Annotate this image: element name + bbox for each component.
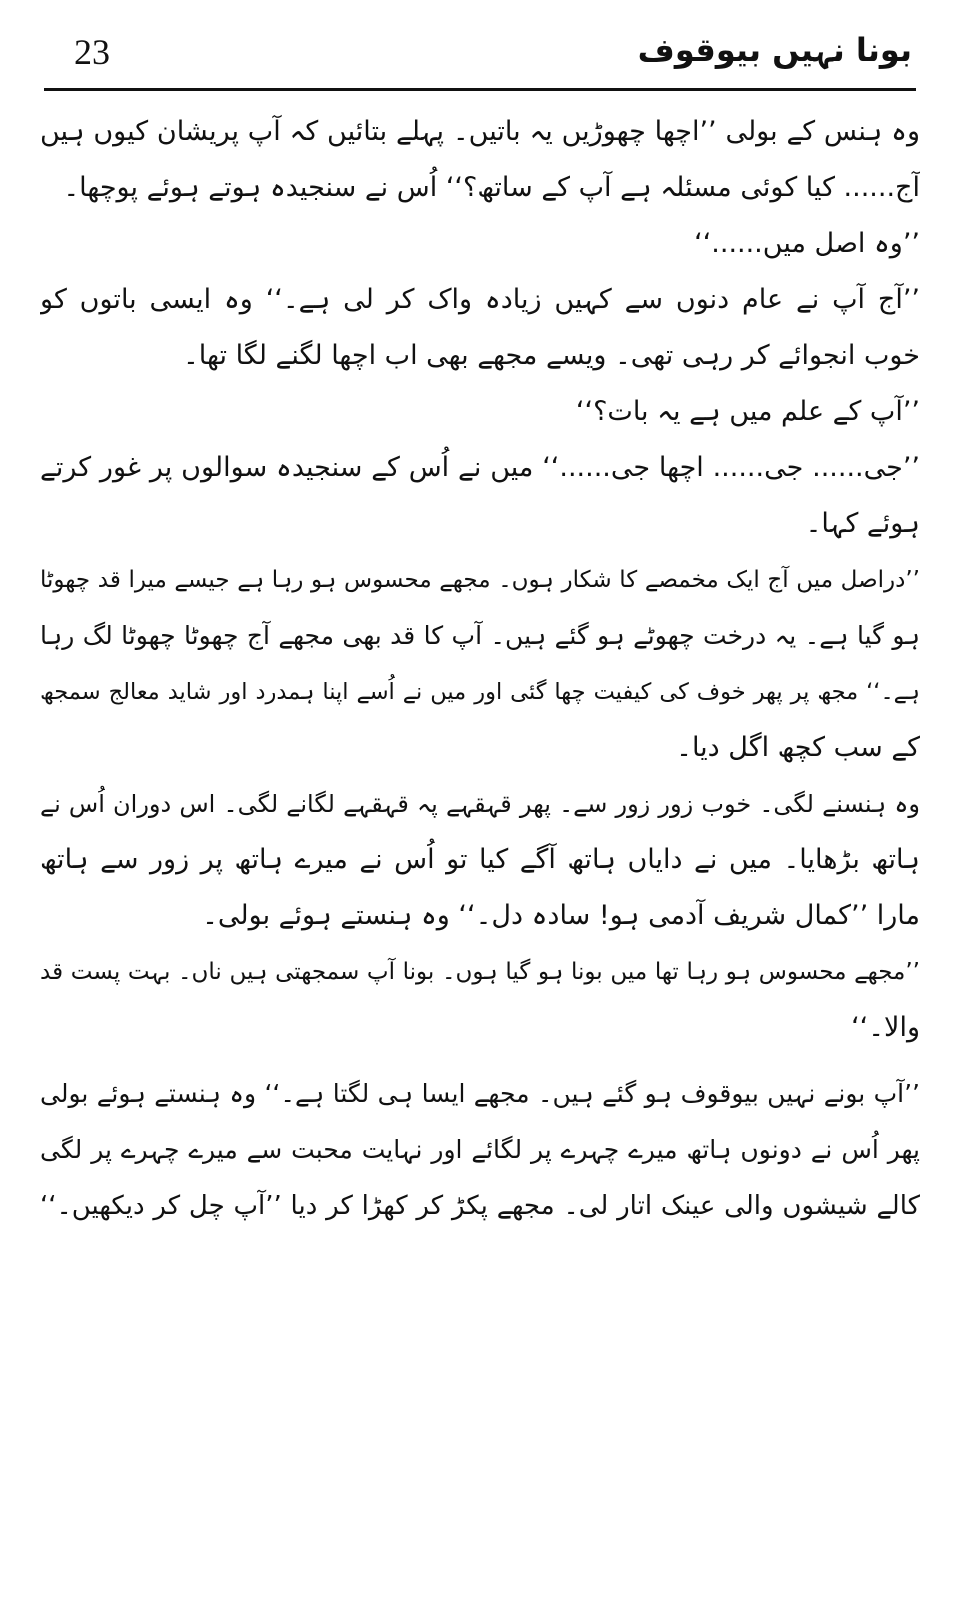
text-line: ’’آپ بونے نہیں بیوقوف ہو گئے ہیں۔ مجھے ایسا ہی لگتا ہے۔‘‘ وہ ہنستے ہوئے بولی [40, 1079, 920, 1108]
text-line: خوب انجوائے کر رہی تھی۔ ویسے مجھے بھی اب اچھا لگنے لگا تھا۔ [182, 340, 920, 371]
page-header [44, 14, 916, 90]
text-line: ہوئے کہا۔ [805, 508, 920, 539]
text-line: والا۔‘‘ [851, 1012, 920, 1043]
text-line: ’’وہ اصل میں......‘‘ [694, 228, 920, 259]
text-line: ’’دراصل میں آج ایک مخمصے کا شکار ہوں۔ مجھے محسوس ہو رہا ہے جیسے میرا قد چھوٹا [40, 567, 920, 593]
text-line: وہ ہنسنے لگی۔ خوب زور زور سے۔ پھر قہقہے پہ قہقہے لگانے لگی۔ اس دوران اُس نے [40, 790, 920, 818]
paragraph-gap [40, 1056, 920, 1066]
text-line: پھر اُس نے دونوں ہاتھ میرے چہرے پر لگائے اور نہایت محبت سے میرے چہرے پر لگی [40, 1135, 920, 1164]
text-line: ’’مجھے محسوس ہو رہا تھا میں بونا ہو گیا ہوں۔ بونا آپ سمجھتی ہیں ناں۔ بہت پست قد [40, 959, 920, 985]
text-line: ’’جی...... جی...... اچھا جی......‘‘ میں نے اُس کے سنجیدہ سوالوں پر غور کرتے [40, 452, 920, 483]
body-text [40, 104, 920, 1234]
text-line: کالے شیشوں والی عینک اتار لی۔ مجھے پکڑ کر کھڑا کر دیا ’’آپ چل کر دیکھیں۔‘‘ [40, 1191, 920, 1221]
running-title: بونا نہیں بیوقوف [637, 31, 912, 69]
page-number: 23 [74, 32, 110, 72]
text-line: مارا ’’کمال شریف آدمی ہو! سادہ دل۔‘‘ وہ ہنستے ہوئے بولی۔ [202, 900, 920, 931]
header-rule [44, 88, 916, 91]
text-line: آج...... کیا کوئی مسئلہ ہے آپ کے ساتھ؟‘‘ اُس نے سنجیدہ ہوتے ہوئے پوچھا۔ [63, 172, 920, 203]
text-line: وہ ہنس کے بولی ’’اچھا چھوڑیں یہ باتیں۔ پہلے بتائیں کہ آپ پریشان کیوں ہیں [40, 116, 920, 147]
text-line: ہو گیا ہے۔ یہ درخت چھوٹے ہو گئے ہیں۔ آپ کا قد بھی مجھے آج چھوٹا چھوٹا لگ رہا [40, 621, 920, 650]
text-line: ’’آج آپ نے عام دنوں سے کہیں زیادہ واک کر لی ہے۔‘‘ وہ ایسی باتوں کو [40, 284, 920, 315]
text-line: کے سب کچھ اگل دیا۔ [676, 732, 920, 763]
text-line: ہاتھ بڑھایا۔ میں نے دایاں ہاتھ آگے کیا تو اُس نے میرے ہاتھ پر زور سے ہاتھ [40, 844, 920, 875]
text-line: ’’آپ کے علم میں ہے یہ بات؟‘‘ [575, 396, 920, 427]
text-line: ہے۔‘‘ مجھ پر پھر خوف کی کیفیت چھا گئی اور میں نے اُسے اپنا ہمدرد اور شاید معالج سمجھ [40, 679, 920, 705]
